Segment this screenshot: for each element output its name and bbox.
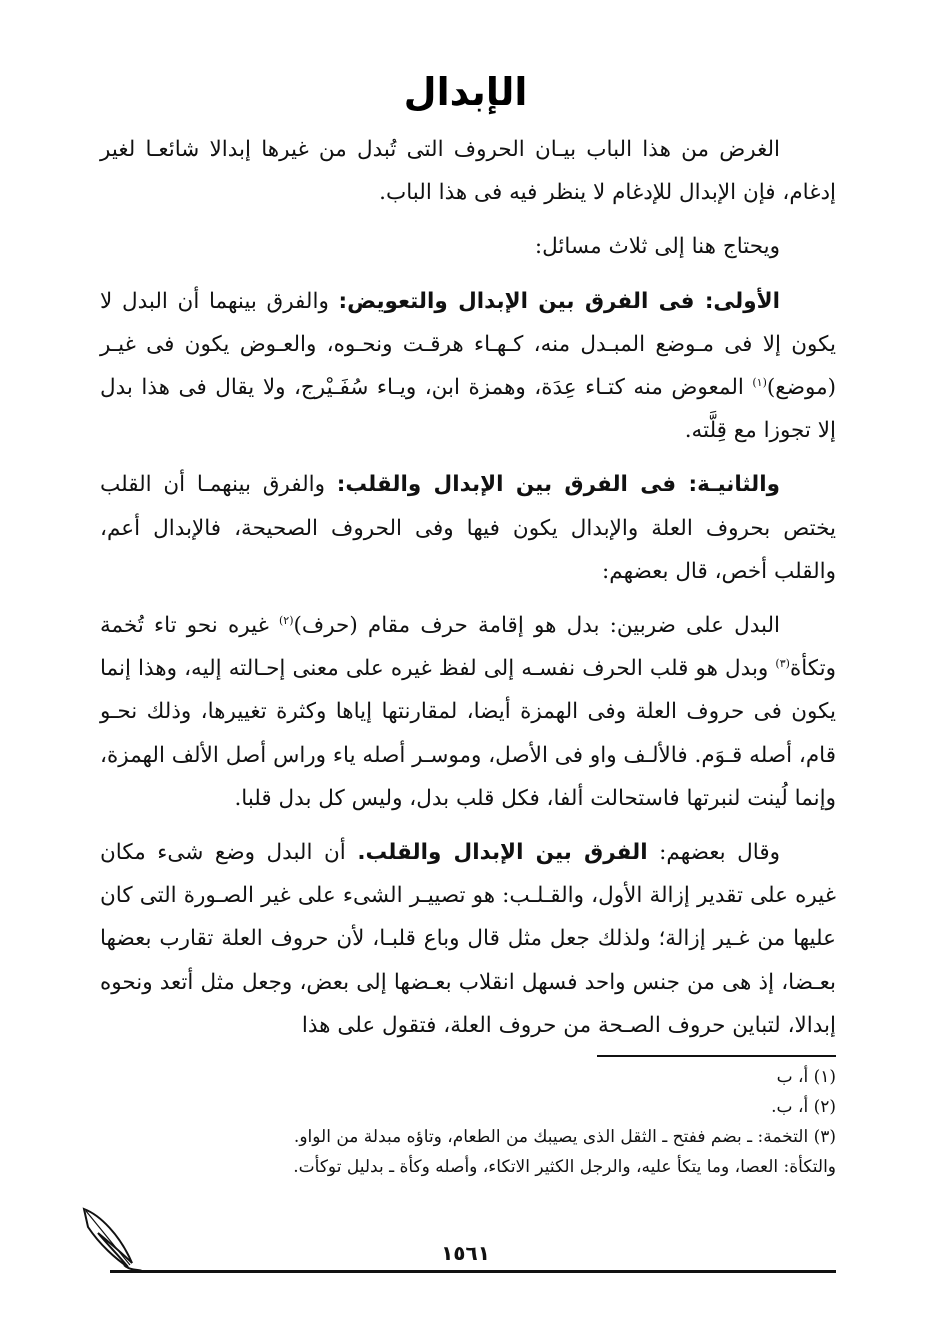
paragraph-text: المعوض منه كتـاء عِدَة، وهمزة ابن، ويـاء سُفَـيْرج، ولا يقال فى هذا بدل إلا تجوزا مع قِلَّته. [100, 375, 836, 444]
paragraph-text: والفرق بينهما أن البدل لا يكون إلا فى مـوضع المبـدل منه، كـهـاء هرقـت ونحـوه، والعـوض يكون فى غيـر (موضع) [100, 288, 836, 401]
paragraph-text: وقال بعضهم: [647, 840, 780, 866]
section-heading: الأولى: فى الفرق بين الإبدال والتعويض: [338, 288, 780, 314]
footnote-item: (٢) أ، ب. [771, 1097, 836, 1117]
section-heading: والثانيـة: فى الفرق بين الإبدال والقلب: [336, 472, 780, 498]
main-text [100, 128, 836, 1058]
page-title: الإبدال [403, 70, 528, 114]
page-number: ١٥٦١ [441, 1241, 490, 1265]
footnote-ref: (٣) [775, 657, 790, 671]
footnote-ref: (١) [752, 375, 767, 389]
footnote-item: (٣) التخمة: ـ بضم ففتح ـ الثقل الذى يصيبك من الطعام، وتاؤه مبدلة من الواو. [293, 1127, 836, 1147]
paragraph-issues: ويحتاج هنا إلى ثلاث مسائل: [534, 234, 780, 260]
paragraph-second-issue [100, 463, 836, 593]
footnote-item: (١) أ، ب [776, 1067, 836, 1087]
section-heading: الفرق بين الإبدال والقلب. [357, 840, 648, 866]
paragraph-other-view [100, 831, 836, 1047]
footnote-ref: (٢) [279, 613, 294, 627]
footnote-divider [597, 1055, 836, 1057]
paragraph-text: أن البدل وضع شىء مكان غيره على تقدير إزالة الأول، والقـلـب: هو تصييـر الشىء على غير الصـورة التى كان عليها من غـير إزالة؛ ولذلك جعل مثل قال وباع قلبـا، لأن حروف العلة تقارب بعضها بعـضا، إذ هى من جنس واحد فسهل انقلاب بعـضها إلى بعض، وجعل مثل أتعد ونحوه إبدالا، لتباين حروف الصـحة من حروف العلة، فتقول على هذا [100, 840, 836, 1038]
paragraph-first-issue [100, 280, 836, 453]
paragraph-text: غيره نحو تاء تُخمة وتكأة [100, 613, 836, 682]
paragraph-quote [100, 604, 836, 820]
footnotes [110, 1062, 836, 1182]
paragraph-text: البدل على ضربين: بدل هو إقامة حرف مقام (حرف) [293, 613, 780, 639]
paragraph-text: وبدل هو قلب الحرف نفسـه إلى لفظ غيره على معنى إحـالته إليه، وهذا إنما يكون فى حروف العلة وفى الهمزة أيضا، لمقارنتها إياها وكثرة تغييرها، وذلك نحـو قام، أصله قـوَم. فالألـف واو فى الأصل، وموسـر أصله ياء وراس أصل الألف الهمزة، وإنما لُينت لنبرتها فاستحالت ألفا، فكل قلب بدل، وليس كل بدل قلبا. [100, 656, 836, 811]
bottom-divider [110, 1270, 836, 1273]
footnote-item: والتكأة: العصا، وما يتكأ عليه، والرجل الكثير الاتكاء، وأصله وكأة ـ بدليل توكأت. [293, 1157, 836, 1177]
paragraph-text: والفرق بينهمـا أن القلب يختص بحروف العلة والإبدال يكون فيها وفى الحروف الصحيحة، فالإبدال أعم، والقلب أخص، قال بعضهم: [100, 472, 836, 584]
paragraph-intro: الغرض من هذا الباب بيـان الحروف التى تُبدل من غيرها إبدالا شائعـا لغير إدغام، فإن الإبدال للإدغام لا ينظر فيه فى هذا الباب. [100, 137, 836, 206]
